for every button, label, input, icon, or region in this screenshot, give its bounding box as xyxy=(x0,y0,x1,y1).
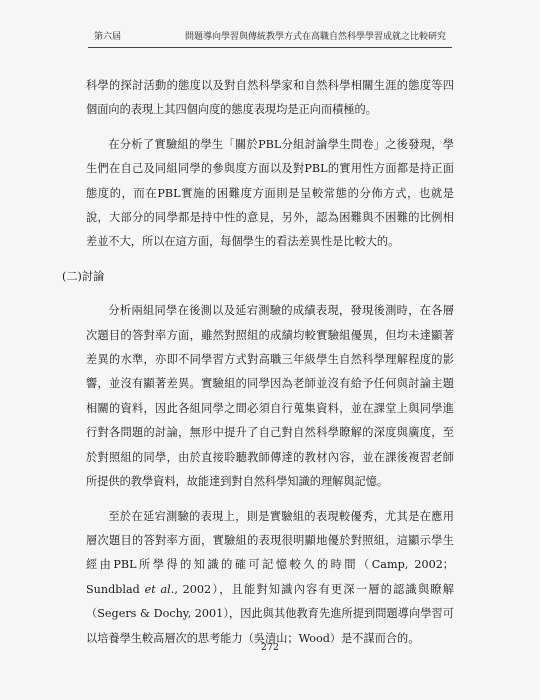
paragraph-posttest-analysis: 分析兩組同學在後測以及延宕測驗的成績表現，發現後測時，在各層次題目的答對率方面，雖然對照組的成績均較實驗組優異，但均未達顯著差異的水準，亦即不同學習方式對高職三年級學生自然科學理解程度的影響，並沒有顯著差異。實驗組的同學因為老師並沒有給予任何與討論主題相關的資料，因此各組同學之間必須自行蒐集資料，並在課堂上與同學進行對各問題的討論，無形中提升了自己對自然科學瞭解的深度與廣度，至於對照組的同學，由於直接聆聽教師傳達的教材內容，並在課後複習老師所提供的教學資料，故能達到對自然科學知識的理解與記憶。 xyxy=(86,304,454,489)
page-number: 272 xyxy=(260,642,280,653)
header-rule xyxy=(88,47,452,48)
paragraph-pbl-questionnaire: 在分析了實驗組的學生「關於PBL分組討論學生問卷」之後發現，學生們在自己及同組同學的參與度方面以及對PBL的實用性方面都是持正面態度的，而在PBL實施的困難度方面則是呈較常態的分佈方式，也就是說，大部分的同學都是持中性的意見，另外，認為困難與不困難的比例相差並不大，所以在這方面，每個學生的看法差異性是比較大的。 xyxy=(86,137,454,249)
paragraph-delayed-test xyxy=(86,505,454,651)
body-text xyxy=(62,74,454,661)
citation-et-al: et al xyxy=(144,582,171,596)
delayed-test-text-part1: 至於在延宕測驗的表現上，則是實驗組的表現較優秀，尤其是在應用層次題目的答對率方面，實驗組的表現很明顯地優於對照組，這顯示學生經由PBL所學得的知識的確可記憶較久的時間（Camp, 2002；Sundblad xyxy=(86,509,454,596)
section-heading-discussion: (二)討論 xyxy=(62,269,105,283)
header-paper-title: 問題導向學習與傳統教學方式在高職自然科學學習成就之比較研究 xyxy=(184,32,446,42)
paragraph-attitude-summary: 科學的探討活動的態度以及對自然科學家和自然科學相關生涯的態度等四個面向的表現上其四個向度的態度表現均是正向而積極的。 xyxy=(86,79,454,117)
header-conference-edition: 第六屆 xyxy=(94,32,122,42)
running-header xyxy=(0,30,540,44)
delayed-test-text-part2: ., 2002），且能對知識內容有更深一層的認識與瞭解（Segers & Dochy, 2001），因此與其他教育先進所提到問題導向學習可以培養學生較高層次的思考能力（吳清山；Wood）是不謀而合的。 xyxy=(86,582,454,645)
